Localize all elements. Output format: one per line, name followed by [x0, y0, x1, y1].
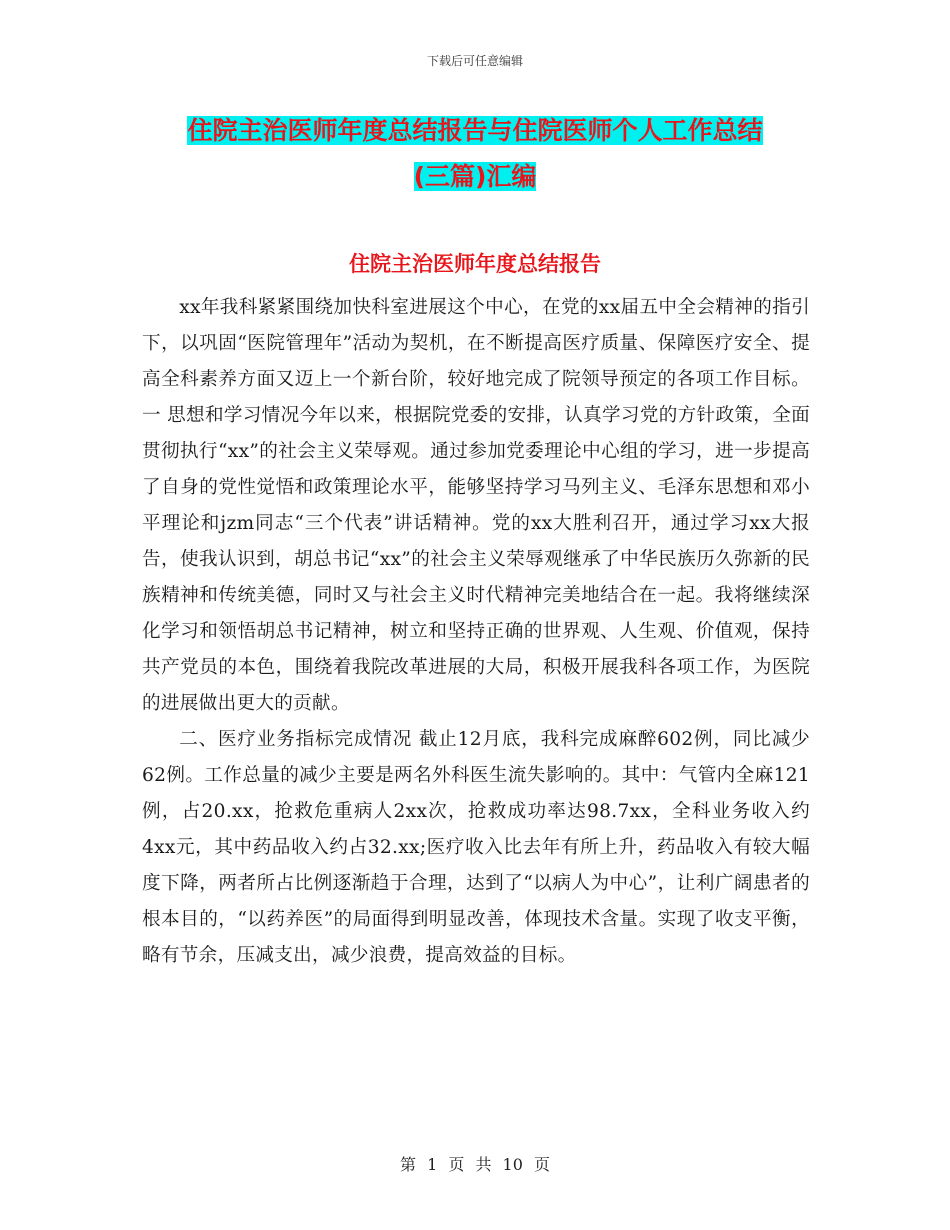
page-number-footer: 第 1 页 共 10 页 [400, 1155, 550, 1174]
body-paragraph: 二、医疗业务指标完成情况 截止12月底，我科完成麻醉602例，同比减少62例。工作总量的减少主要是两名外科医生流失影响的。其中：气管内全麻121例，占20.xx，抢救危重病人2xx次，抢救成功率达98.7xx，全科业务收入约4xx元，其中药品收入约占32.xx;医疗收入比去年有所上升，药品收入有较大幅度下降，两者所占比例逐渐趋于合理，达到了“以病人为中心”，让利广阔患者的根本目的，“以药养医”的局面得到明显改善，体现技术含量。实现了收支平衡，略有节余，压减支出，减少浪费，提高效益的目标。 [142, 729, 810, 966]
document-title-line-1: 住院主治医师年度总结报告与住院医师个人工作总结 [187, 116, 763, 145]
body-paragraph: xx年我科紧紧围绕加快科室进展这个中心，在党的xx届五中全会精神的指引下，以巩固“医院管理年”活动为契机，在不断提高医疗质量、保障医疗安全、提高全科素养方面又迈上一个新台阶，较好地完成了院领导预定的各项工作目标。一 思想和学习情况今年以来，根据院党委的安排，认真学习党的方针政策，全面贯彻执行“xx”的社会主义荣辱观。通过参加党委理论中心组的学习，进一步提高了自身的党性觉悟和政策理论水平，能够坚持学习马列主义、毛泽东思想和邓小平理论和jzm同志“三个代表”讲话精神。党的xx大胜利召开，通过学习xx大报告，使我认识到，胡总书记“xx”的社会主义荣辱观继承了中华民族历久弥新的民族精神和传统美德，同时又与社会主义时代精神完美地结合在一起。我将继续深化学习和领悟胡总书记精神，树立和坚持正确的世界观、人生观、价值观，保持共产党员的本色，围绕着我院改革进展的大局，积极开展我科各项工作，为医院的进展做出更大的贡献。 [142, 297, 810, 714]
header-note: 下载后可任意编辑 [426, 54, 523, 68]
document-body [142, 290, 810, 974]
document-title [140, 108, 810, 200]
document-title-line-2: (三篇)汇编 [413, 162, 537, 191]
section-title: 住院主治医师年度总结报告 [349, 252, 601, 276]
